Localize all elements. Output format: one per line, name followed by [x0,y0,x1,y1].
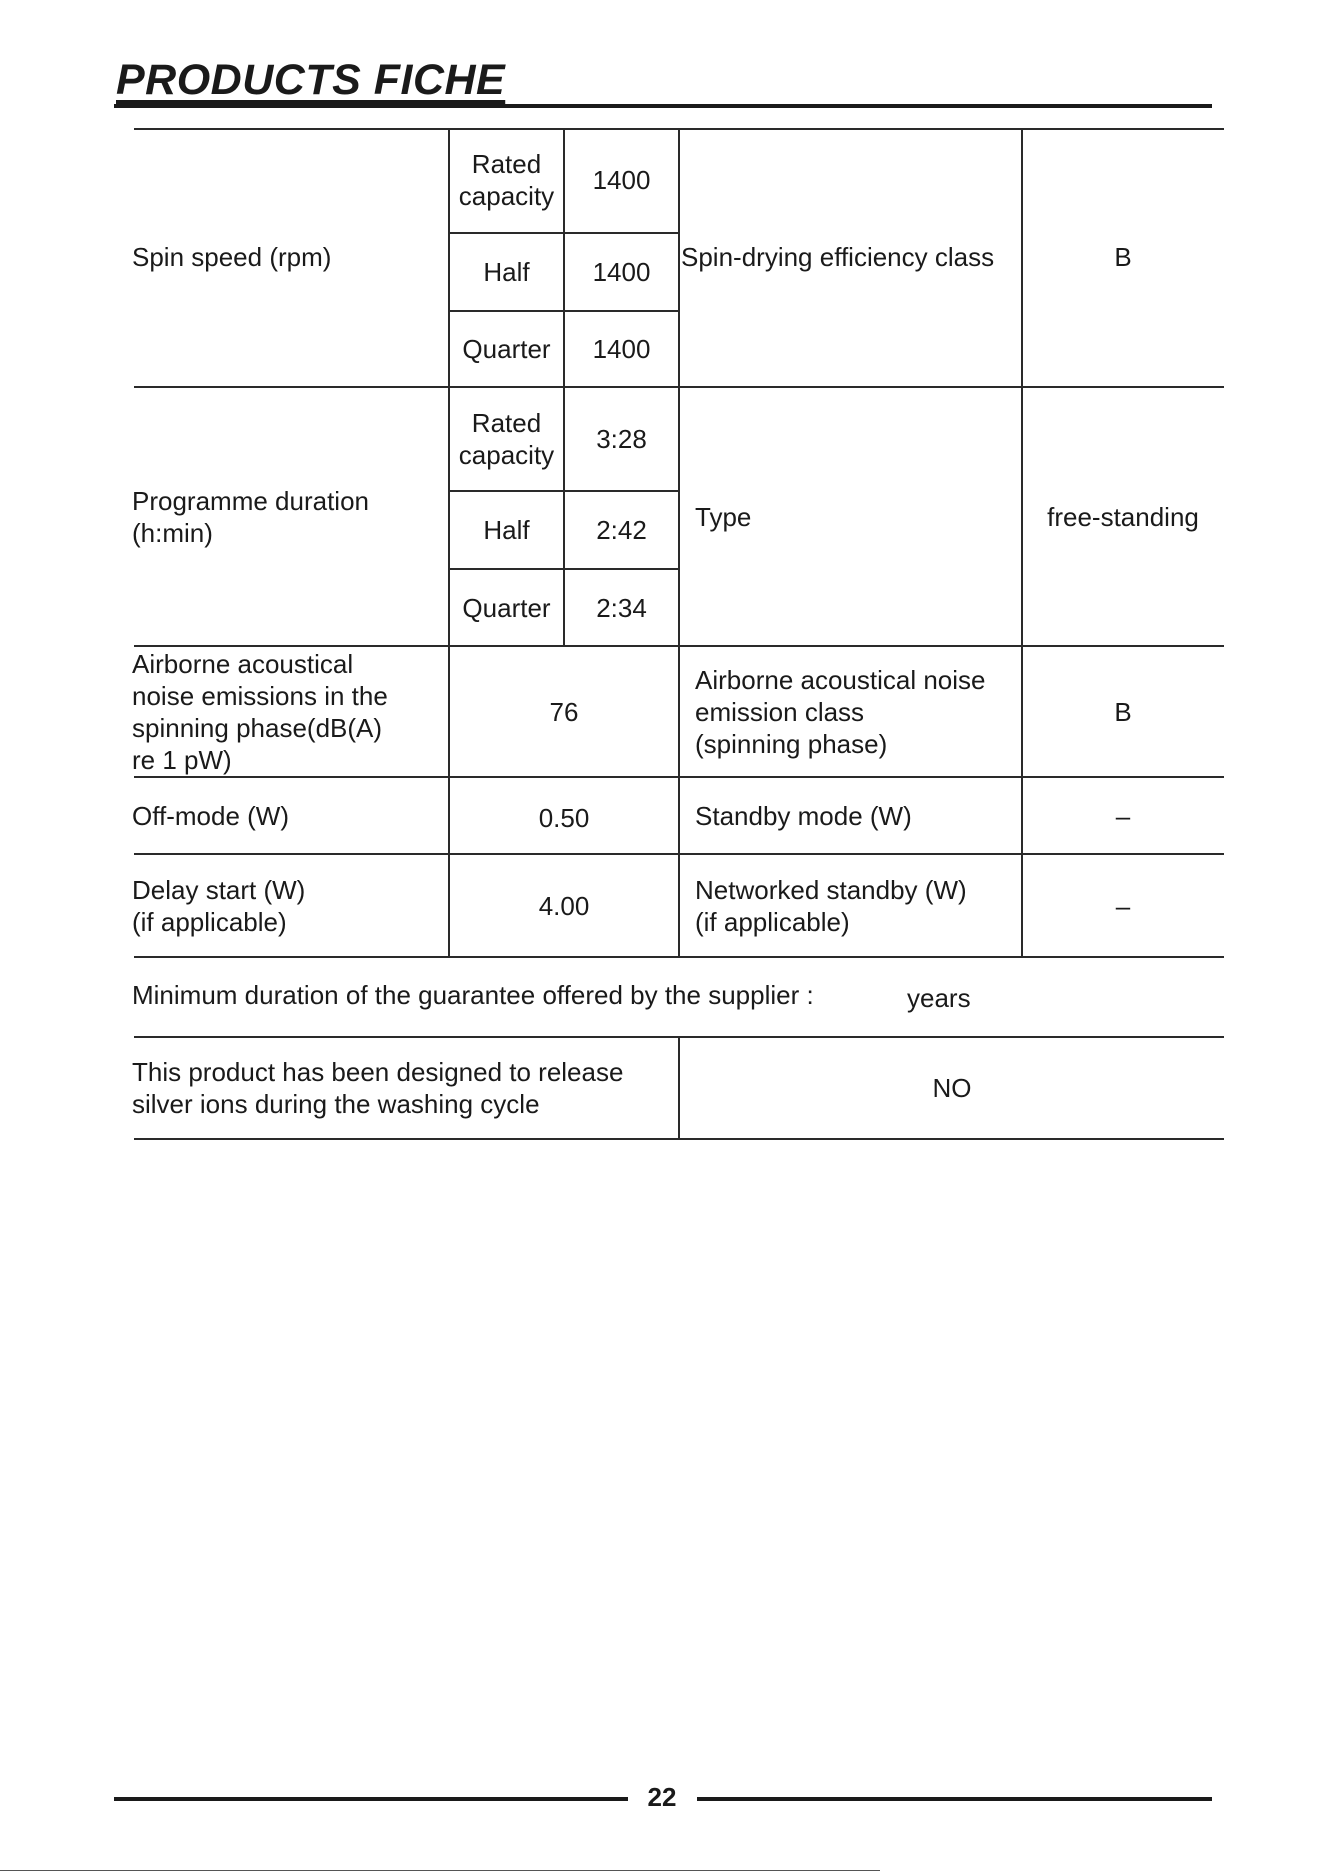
standby-mode-label: Standby mode (W) [695,800,912,831]
duration-load-rated: Rated capacity [458,408,555,470]
duration-load-quarter: Quarter [462,592,551,623]
delay-start-value: 4.00 [538,890,590,921]
footer-rule-left [114,1797,628,1801]
noise-emission-label: Airborne acoustical noise emissions in the spinning phase(dB(A) re 1 pW) [132,648,388,775]
duration-value-half: 2:42 [596,515,647,545]
off-mode-value: 0.50 [538,802,590,833]
spin-load-half: Half [483,257,530,287]
off-mode-label: Off-mode (W) [132,800,289,831]
spin-value-half: 1400 [592,257,651,287]
spin-drying-class-value: B [1114,242,1132,272]
duration-load-half: Half [483,515,530,545]
duration-value-rated: 3:28 [596,424,647,454]
spin-load-rated: Rated capacity [458,149,555,211]
duration-value-quarter: 2:34 [596,592,647,623]
noise-class-value: B [1114,696,1132,727]
noise-emission-value: 76 [549,696,579,727]
spin-load-quarter: Quarter [462,334,551,364]
spin-drying-class-label: Spin-drying efficiency class [681,242,995,272]
silver-ions-label: This product has been designed to release silver ions during the washing cycle [132,1057,624,1119]
spin-value-quarter: 1400 [592,334,651,364]
guarantee-label: Minimum duration of the guarantee offered by the supplier : [132,980,814,1010]
col-divider-3 [678,128,680,957]
type-value: free-standing [1047,502,1199,532]
page-title: PRODUCTS FICHE [116,56,506,104]
type-label: Type [695,502,752,532]
silver-ions-value: NO [932,1073,972,1103]
programme-duration-label: Programme duration (h:min) [132,486,369,548]
networked-standby-value: – [1115,890,1131,921]
standby-mode-value: – [1115,800,1131,831]
guarantee-unit: years [907,983,971,1013]
spin-speed-label: Spin speed (rpm) [132,242,332,272]
title-bar [114,52,1212,108]
page-number: 22 [647,1782,677,1812]
footer-rule-right [697,1797,1212,1801]
spin-value-rated: 1400 [592,165,651,195]
delay-start-label: Delay start (W) (if applicable) [132,874,306,937]
networked-standby-label: Networked standby (W) (if applicable) [695,874,967,937]
noise-class-label: Airborne acoustical noise emission class (spinning phase) [695,664,986,759]
page-edge-line [0,1870,880,1871]
